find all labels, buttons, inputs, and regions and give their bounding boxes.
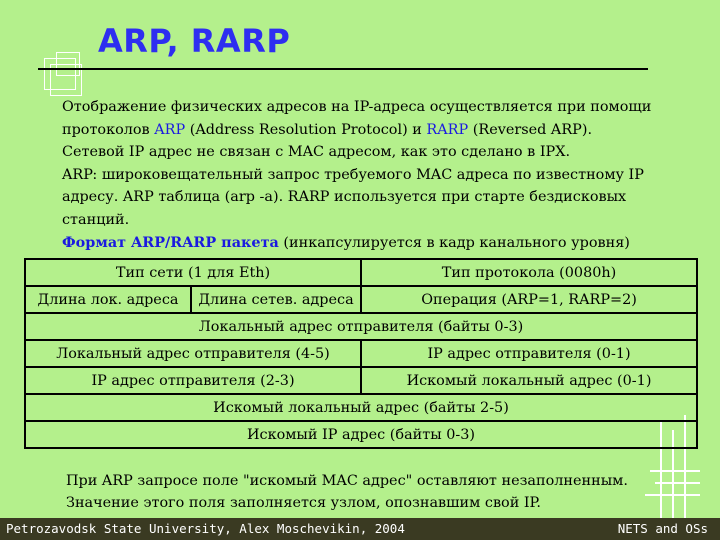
format-note: (инкапсулируется в кадр канального уровня) xyxy=(278,234,630,251)
intro-line: ARP: широковещательный запрос требуемого MAC адреса по известному IP xyxy=(62,166,644,183)
packet-format-table xyxy=(24,258,698,449)
format-label: Формат ARP/RARP пакета xyxy=(62,233,279,251)
table-cell: IP адрес отправителя (0-1) xyxy=(361,340,697,367)
slide-title: ARP, RARP xyxy=(98,22,291,60)
table-cell: Тип сети (1 для Eth) xyxy=(25,259,361,286)
table-row xyxy=(25,259,697,286)
footer-bar xyxy=(0,518,720,540)
table-cell: Операция (ARP=1, RARP=2) xyxy=(361,286,697,313)
footer-course: NETS and OSs xyxy=(617,521,708,536)
title-underline xyxy=(38,68,648,70)
intro-text xyxy=(62,96,672,254)
table-cell: Искомый локальный адрес (байты 2-5) xyxy=(25,394,697,421)
arp-term: ARP xyxy=(154,121,186,138)
intro-fragment: протоколов xyxy=(62,121,155,138)
table-row xyxy=(25,313,697,340)
table-cell: Локальный адрес отправителя (байты 0-3) xyxy=(25,313,697,340)
intro-line: станций. xyxy=(62,211,130,228)
intro-line: Отображение физических адресов на IP-адреса осуществляется при помощи xyxy=(62,99,652,115)
intro-line xyxy=(62,232,672,255)
table-row xyxy=(25,286,697,313)
intro-line xyxy=(62,119,672,142)
table-row xyxy=(25,367,697,394)
table-cell: IP адрес отправителя (2-3) xyxy=(25,367,361,394)
table-cell: Искомый IP адрес (байты 0-3) xyxy=(25,421,697,448)
table-cell: Локальный адрес отправителя (4-5) xyxy=(25,340,361,367)
intro-line: адресу. ARP таблица (arp -a). RARP используется при старте бездисковых xyxy=(62,189,627,206)
table-cell: Длина лок. адреса xyxy=(25,286,191,313)
outro-text xyxy=(66,470,666,514)
table-cell: Длина сетев. адреса xyxy=(191,286,361,313)
decor-square-small xyxy=(56,52,80,76)
table-row xyxy=(25,421,697,448)
intro-fragment: (Reversed ARP). xyxy=(468,121,593,138)
table-row xyxy=(25,394,697,421)
intro-line: Сетевой IP адрес не связан с MAC адресом, как это сделано в IPX. xyxy=(62,144,571,161)
rarp-term: RARP xyxy=(426,121,469,138)
footer-credit: Petrozavodsk State University, Alex Moschevikin, 2004 xyxy=(6,521,405,536)
table-cell: Тип протокола (0080h) xyxy=(361,259,697,286)
outro-line: Значение этого поля заполняется узлом, опознавшим свой IP. xyxy=(66,495,541,511)
table-row xyxy=(25,340,697,367)
table-cell: Искомый локальный адрес (0-1) xyxy=(361,367,697,394)
outro-line: При ARP запросе поле "искомый MAC адрес" оставляют незаполненным. xyxy=(66,473,628,489)
intro-fragment: (Address Resolution Protocol) и xyxy=(185,121,427,138)
